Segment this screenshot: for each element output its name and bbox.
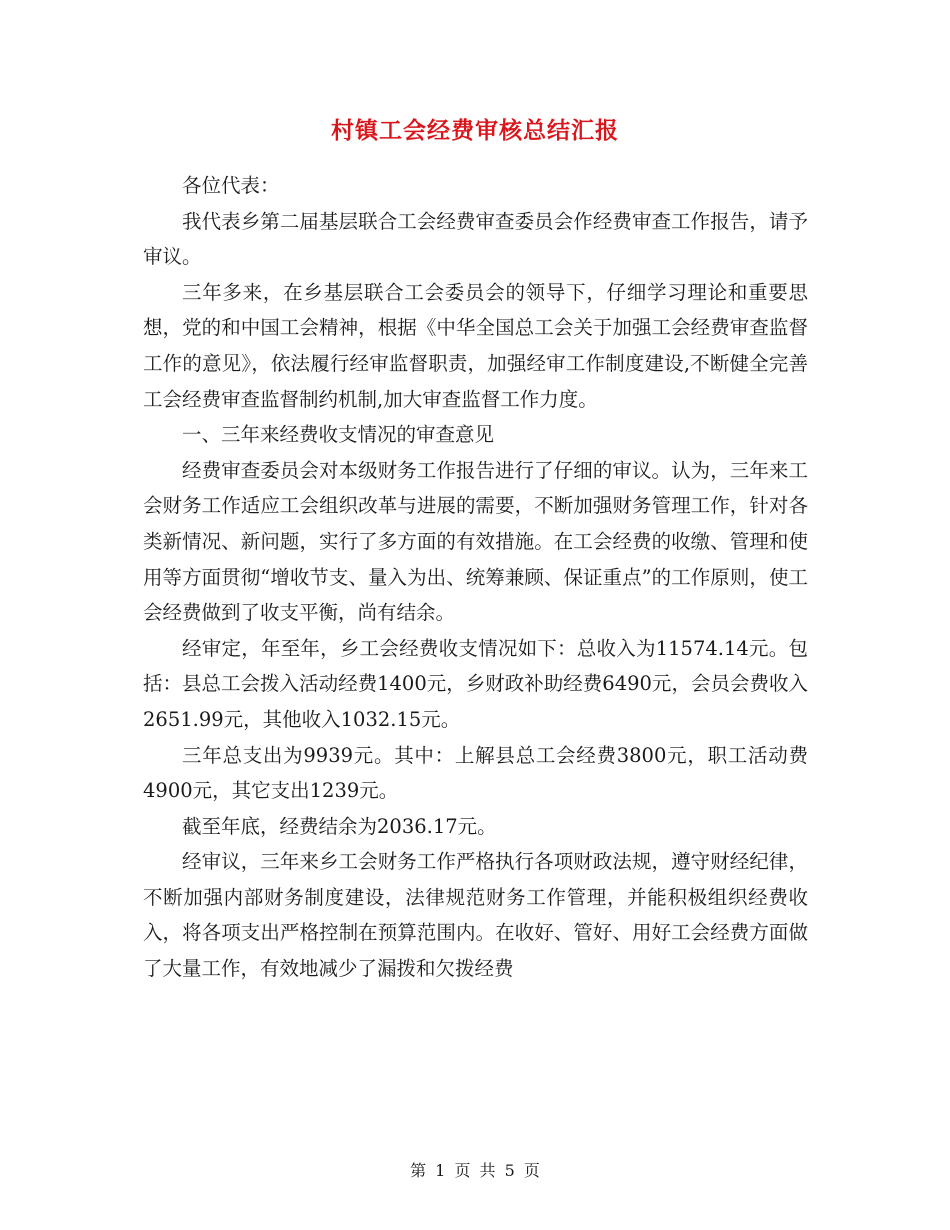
paragraph-intro: 我代表乡第二届基层联合工会经费审查委员会作经费审查工作报告，请予审议。 <box>143 209 808 269</box>
paragraph-income: 经审定，年至年，乡工会经费收支情况如下：总收入为11574.14元。包括：县总工会拨入活动经费1400元，乡财政补助经费6490元，会员会费收入2651.99元，其他收入1032.15元。 <box>143 636 808 731</box>
section-heading: 一、三年来经费收支情况的审查意见 <box>182 423 495 447</box>
paragraph-expenditure: 三年总支出为9939元。其中：上解县总工会经费3800元，职工活动费4900元，其它支出1239元。 <box>143 743 808 803</box>
document-title: 村镇工会经费审核总结汇报 <box>331 117 619 144</box>
paragraph-salutation: 各位代表： <box>182 174 280 197</box>
page-number: 第 1 页 共 5 页 <box>410 1161 540 1180</box>
paragraph-overview: 三年多来，在乡基层联合工会委员会的领导下，仔细学习理论和重要思想，党的和中国工会精神，根据《中华全国总工会关于加强工会经费审查监督工作的意见》，依法履行经审监督职责，加强经审工作制度建设,不断健全完善工会经费审查监督制约机制,加大审查监督工作力度。 <box>143 280 808 411</box>
paragraph-balance: 截至年底，经费结余为2036.17元。 <box>182 814 497 838</box>
document-body <box>143 168 808 987</box>
paragraph-assessment: 经审议，三年来乡工会财务工作严格执行各项财政法规，遵守财经纪律，不断加强内部财务制度建设，法律规范财务工作管理，并能积极组织经费收入，将各项支出严格控制在预算范围内。在收好、管好、用好工会经费方面做了大量工作，有效地减少了漏拨和欠拨经费 <box>143 850 808 981</box>
paragraph-review: 经费审查委员会对本级财务工作报告进行了仔细的审议。认为，三年来工会财务工作适应工会组织改革与进展的需要，不断加强财务管理工作，针对各类新情况、新问题，实行了多方面的有效措施。在工会经费的收缴、管理和使用等方面贯彻“增收节支、量入为出、统筹兼顾、保证重点”的工作原则，使工会经费做到了收支平衡，尚有结余。 <box>143 458 808 625</box>
